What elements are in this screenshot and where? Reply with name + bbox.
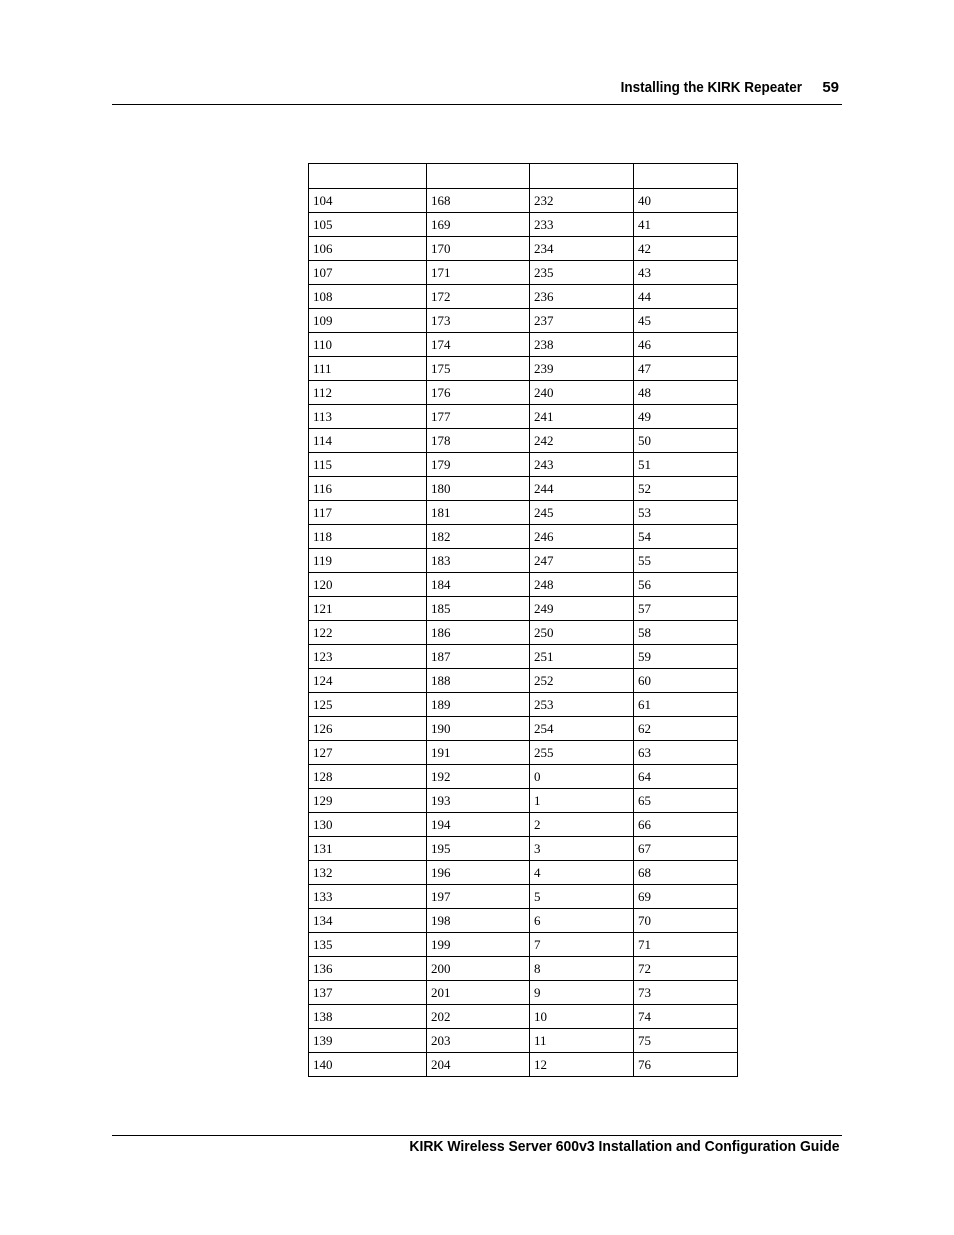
table-header-row [309,164,738,189]
table-row [309,501,738,525]
table-row [309,453,738,477]
table-cell: 129 [309,789,427,813]
document-title: KIRK Wireless Server 600v3 Installation and Configuration Guide [408,1138,839,1155]
table-cell: 241 [530,405,634,429]
table-row [309,549,738,573]
table-cell: 196 [427,861,530,885]
table-cell: 171 [427,261,530,285]
table-cell: 122 [309,621,427,645]
table-cell: 175 [427,357,530,381]
value-table [308,163,738,1077]
table-cell: 246 [530,525,634,549]
table-cell: 127 [309,741,427,765]
table-cell: 168 [427,189,530,213]
table-row [309,429,738,453]
table-cell: 126 [309,717,427,741]
table-row [309,1053,738,1077]
table-cell: 254 [530,717,634,741]
table-row [309,261,738,285]
table-cell: 239 [530,357,634,381]
table-cell: 184 [427,573,530,597]
table-cell: 61 [634,693,738,717]
table-cell: 53 [634,501,738,525]
table-cell: 193 [427,789,530,813]
table-header-cell [309,164,427,189]
table-cell: 251 [530,645,634,669]
table-row [309,285,738,309]
table-cell: 111 [309,357,427,381]
table-row [309,237,738,261]
table-cell: 235 [530,261,634,285]
table-cell: 255 [530,741,634,765]
table-cell: 180 [427,477,530,501]
table-cell: 192 [427,765,530,789]
table-cell: 66 [634,813,738,837]
table-cell: 238 [530,333,634,357]
table-row [309,597,738,621]
table-row [309,213,738,237]
table-cell: 70 [634,909,738,933]
table-cell: 5 [530,885,634,909]
table-cell: 190 [427,717,530,741]
table-cell: 106 [309,237,427,261]
table-cell: 188 [427,669,530,693]
table-cell: 252 [530,669,634,693]
table-cell: 187 [427,645,530,669]
table-cell: 123 [309,645,427,669]
table-cell: 105 [309,213,427,237]
table-row [309,765,738,789]
table-cell: 115 [309,453,427,477]
table-cell: 249 [530,597,634,621]
table-cell: 45 [634,309,738,333]
table-cell: 109 [309,309,427,333]
table-cell: 69 [634,885,738,909]
table-cell: 133 [309,885,427,909]
table-cell: 108 [309,285,427,309]
table-cell: 1 [530,789,634,813]
table-cell: 50 [634,429,738,453]
table-cell: 247 [530,549,634,573]
table-row [309,693,738,717]
table-row [309,357,738,381]
table-cell: 74 [634,1005,738,1029]
table-cell: 182 [427,525,530,549]
table-cell: 250 [530,621,634,645]
table-cell: 170 [427,237,530,261]
table-cell: 11 [530,1029,634,1053]
table-cell: 4 [530,861,634,885]
table-cell: 183 [427,549,530,573]
table-row [309,669,738,693]
table-row [309,573,738,597]
table-cell: 71 [634,933,738,957]
table-cell: 10 [530,1005,634,1029]
table-cell: 57 [634,597,738,621]
table-row [309,813,738,837]
table-cell: 75 [634,1029,738,1053]
table-cell: 134 [309,909,427,933]
table-cell: 136 [309,957,427,981]
table-row [309,957,738,981]
table-cell: 132 [309,861,427,885]
table-cell: 117 [309,501,427,525]
page-header [112,78,842,105]
table-row [309,405,738,429]
table-cell: 107 [309,261,427,285]
table-cell: 114 [309,429,427,453]
table-row [309,741,738,765]
table-cell: 234 [530,237,634,261]
table-cell: 236 [530,285,634,309]
table-cell: 140 [309,1053,427,1077]
table-cell: 51 [634,453,738,477]
table-cell: 128 [309,765,427,789]
table-cell: 124 [309,669,427,693]
table-row [309,189,738,213]
table-cell: 2 [530,813,634,837]
table-cell: 72 [634,957,738,981]
table-cell: 178 [427,429,530,453]
table-cell: 67 [634,837,738,861]
table-cell: 137 [309,981,427,1005]
table-cell: 204 [427,1053,530,1077]
table-cell: 104 [309,189,427,213]
table-cell: 52 [634,477,738,501]
table-cell: 43 [634,261,738,285]
table-cell: 197 [427,885,530,909]
table-row [309,981,738,1005]
table-cell: 48 [634,381,738,405]
table-cell: 194 [427,813,530,837]
table-cell: 9 [530,981,634,1005]
table-cell: 240 [530,381,634,405]
table-cell: 0 [530,765,634,789]
table-cell: 248 [530,573,634,597]
table-cell: 44 [634,285,738,309]
table-cell: 6 [530,909,634,933]
table-cell: 110 [309,333,427,357]
page-footer [112,1135,842,1166]
table-row [309,885,738,909]
table-cell: 174 [427,333,530,357]
table-row [309,861,738,885]
table-row [309,933,738,957]
table-cell: 118 [309,525,427,549]
table-row [309,1005,738,1029]
table-cell: 62 [634,717,738,741]
table-cell: 130 [309,813,427,837]
table-cell: 135 [309,933,427,957]
table-cell: 200 [427,957,530,981]
table-cell: 177 [427,405,530,429]
table-cell: 7 [530,933,634,957]
table-cell: 189 [427,693,530,717]
table-cell: 65 [634,789,738,813]
table-cell: 64 [634,765,738,789]
table-cell: 40 [634,189,738,213]
table-cell: 59 [634,645,738,669]
table-cell: 125 [309,693,427,717]
table-cell: 47 [634,357,738,381]
table-cell: 176 [427,381,530,405]
section-title: Installing the KIRK Repeater [620,80,802,96]
table-cell: 237 [530,309,634,333]
table-cell: 185 [427,597,530,621]
table-cell: 119 [309,549,427,573]
table-row [309,837,738,861]
table-cell: 121 [309,597,427,621]
table-cell: 63 [634,741,738,765]
table-cell: 169 [427,213,530,237]
table-cell: 203 [427,1029,530,1053]
table-row [309,621,738,645]
table-cell: 49 [634,405,738,429]
table-row [309,717,738,741]
page-number: 59 [822,79,839,96]
table-cell: 242 [530,429,634,453]
table-cell: 191 [427,741,530,765]
table-row [309,909,738,933]
table-row [309,309,738,333]
table-cell: 56 [634,573,738,597]
table-row [309,525,738,549]
table-row [309,381,738,405]
table-row [309,333,738,357]
table-cell: 46 [634,333,738,357]
table-cell: 12 [530,1053,634,1077]
table-cell: 3 [530,837,634,861]
table-row [309,477,738,501]
table-cell: 244 [530,477,634,501]
table-cell: 138 [309,1005,427,1029]
table-cell: 58 [634,621,738,645]
table-header-cell [530,164,634,189]
table-cell: 232 [530,189,634,213]
table-cell: 199 [427,933,530,957]
table-cell: 245 [530,501,634,525]
table-cell: 253 [530,693,634,717]
table-cell: 186 [427,621,530,645]
table-cell: 60 [634,669,738,693]
table-row [309,645,738,669]
table-cell: 112 [309,381,427,405]
table-row [309,789,738,813]
table-cell: 8 [530,957,634,981]
table-cell: 181 [427,501,530,525]
table-cell: 131 [309,837,427,861]
table-row [309,1029,738,1053]
table-cell: 55 [634,549,738,573]
table-cell: 113 [309,405,427,429]
table-cell: 116 [309,477,427,501]
table-cell: 42 [634,237,738,261]
table-header-cell [427,164,530,189]
table-cell: 41 [634,213,738,237]
table-cell: 173 [427,309,530,333]
table-cell: 195 [427,837,530,861]
table-cell: 76 [634,1053,738,1077]
table-cell: 179 [427,453,530,477]
table-cell: 202 [427,1005,530,1029]
table-cell: 198 [427,909,530,933]
table-cell: 120 [309,573,427,597]
table-cell: 68 [634,861,738,885]
table-cell: 172 [427,285,530,309]
table-cell: 73 [634,981,738,1005]
table-cell: 139 [309,1029,427,1053]
table-cell: 243 [530,453,634,477]
table-header-cell [634,164,738,189]
table-cell: 201 [427,981,530,1005]
table-cell: 233 [530,213,634,237]
table-cell: 54 [634,525,738,549]
